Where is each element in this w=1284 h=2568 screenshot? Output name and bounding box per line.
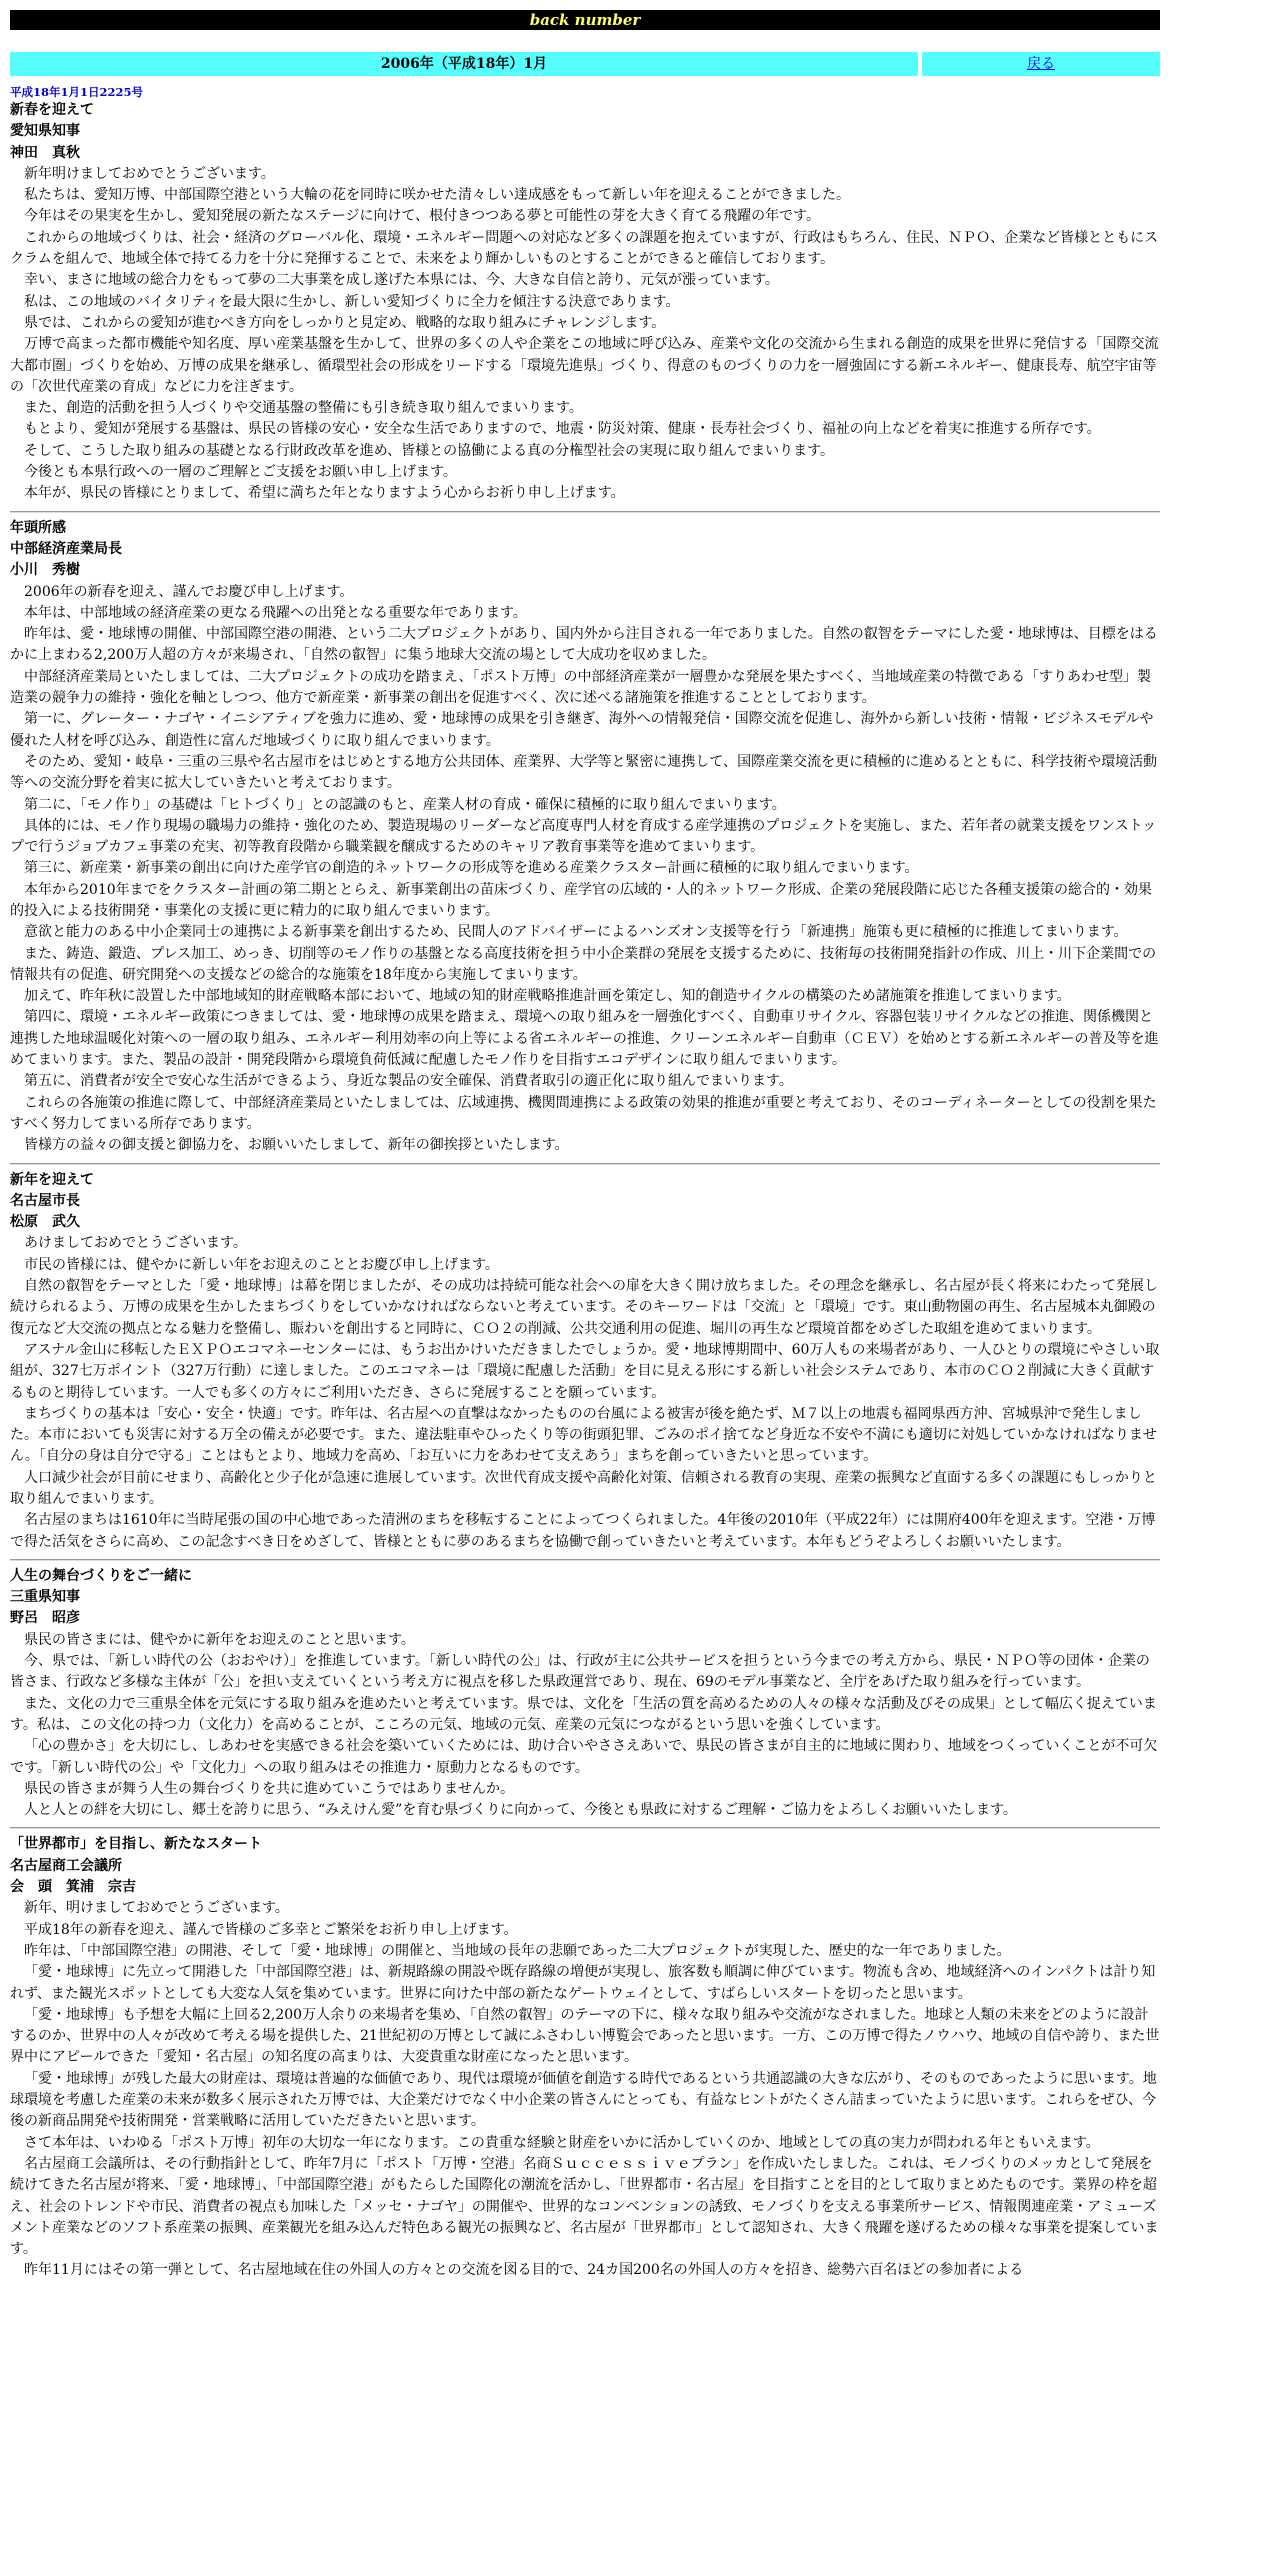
article-paragraph: さて本年は、いわゆる「ポスト万博」初年の大切な一年になります。この貴重な経験と財産をいかに活かしていくのか、地域としての真の実力が問われる年ともいえます。: [24, 2134, 1100, 2151]
article-paragraph: 第二に、「モノ作り」の基礎は「ヒトづくり」との認識のもと、産業人材の育成・確保に積極的に取り組んでまいります。: [24, 796, 786, 813]
article-paragraph: 第四に、環境・エネルギー政策につきましては、愛・地球博の成果を踏まえ、環境への取り組みを一層強化すべく、自動車リサイクル、容器包装リサイクルなどの推進、関係機関と連携した地球温暖化対策への一層の取り組み、エネルギー利用効率の向上等による省エネルギーの推進、クリーンエネルギー自動車（ＣＥＶ）を始めとする新エネルギーの普及等を進めてまいります。また、製品の設計・開発段階から環境負荷低減に配慮したモノ作りを目指すエコデザインに取り組んでまいります。: [10, 1009, 1159, 1069]
article-paragraph: 自然の叡智をテーマとした「愛・地球博」は幕を閉じましたが、その成功は持続可能な社会への扉を大きく開け放ちました。その理念を継承し、名古屋が長く将来にわたって発展し続けられるよう、万博の成果を生かしたまちづくりをしていかなければならないと考えています。そのキーワードは「交流」と「環境」です。東山動物園の再生、名古屋城本丸御殿の復元など大交流の拠点となる魅力を整備し、賑わいを創出すると同時に、ＣＯ２の削減、公共交通利用の促進、堀川の再生など環境首都をめざした取組を進めてまいります。: [10, 1278, 1158, 1337]
article-paragraph: 県では、これからの愛知が進むべき方向をしっかりと見定め、戦略的な取り組みにチャレンジします。: [24, 314, 666, 331]
article-paragraph: これらの各施策の推進に際して、中部経済産業局といたしましては、広域連携、機関間連携による政策の効果的推進が重要と考えており、そのコーディネーターとしての役割を果たすべく努力してまいる所存であります。: [10, 1094, 1157, 1132]
article-paragraph: もとより、愛知が発展する基盤は、県民の皆様の安心・安全な生活でありますので、地震・防災対策、健康・長寿社会づくり、福祉の向上などを着実に推進する所存です。: [24, 421, 1101, 438]
article-paragraph: 本年から2010年までをクラスター計画の第二期ととらえ、新事業創出の苗床づくり、産学官の広域的・人的ネットワーク形成、企業の発展段階に応じた各種支援策の総合的・効果的投入による技術開発・事業化の支援に更に精力的に取り組んでまいります。: [10, 881, 1153, 919]
issue-header: [10, 52, 1160, 76]
article-title: 「世界都市」を目指し、新たなスタート: [10, 1836, 262, 1853]
article-paragraph: 皆様方の益々の御支援と御協力を、お願いいたしまして、新年の御挨拶といたします。: [24, 1137, 569, 1154]
article-name: 松原 武久: [10, 1214, 80, 1231]
article-list: [10, 100, 1160, 2282]
issue-date-label: 平成18年1月1日2225号: [10, 85, 144, 99]
article-paragraph: 今年はその果実を生かし、愛知発展の新たなステージに向けて、根付きつつある夢と可能性の芽を大きく育てる飛躍の年です。: [24, 208, 821, 225]
article-paragraph: 平成18年の新春を迎え、謹んで皆様のご多幸とご繁栄をお祈り申し上げます。: [24, 1921, 518, 1938]
article: [10, 1566, 1160, 1822]
article-title: 人生の舞台づくりをご一緒に: [10, 1567, 192, 1584]
article-paragraph: 「愛・地球博」が残した最大の財産は、環境は普遍的な価値であり、現代は環境が価値を創造する時代であるという共通認識の大きな広がり、そのものであったように思います。地球環境を考慮した産業の未来が数多く展示された万博では、大企業だけでなく中小企業の皆さんにとっても、有益なヒントがたくさん詰まっていたように思います。これらをぜひ、今後の新商品開発や技術開発・営業戦略に活用していただきたいと思います。: [10, 2070, 1157, 2130]
back-number-link[interactable]: back number: [529, 11, 641, 29]
article-paragraph: 昨年は、愛・地球博の開催、中部国際空港の開港、という二大プロジェクトがあり、国内外から注目される一年でありました。自然の叡智をテーマにした愛・地球博は、目標をはるかに上まわる2,200万人超の方々が来場され、「自然の叡智」に集う地球大交流の場として大成功を収めました。: [10, 626, 1158, 664]
article-separator: [10, 1559, 1160, 1561]
article-paragraph: 「心の豊かさ」を大切にし、しあわせを実感できる社会を築いていくためには、助け合いやささえあいで、県民の皆さまが自主的に地域に関わり、地域をつくっていくことが不可欠です。「新しい時代の公」や「文化力」への取り組みはその推進力・原動力となるものです。: [10, 1738, 1158, 1776]
article-paragraph: アスナル金山に移転したＥＸＰＯエコマネーセンターには、もうお出かけいただきましたでしょうか。愛・地球博期間中、60万人もの来場者があり、一人ひとりの環境にやさしい取組が、327七万ポイント（327万行動）に達しました。このエコマネーは「環境に配慮した活動」を目に見える形にする新しい社会システムであり、本市のＣＯ２削減に大きく貢献するものと期待しています。一人でも多くの方々にご利用いただき、さらに発展することを願っています。: [10, 1341, 1160, 1401]
article: [10, 100, 1160, 505]
article-name: 会 頭 箕浦 宗吉: [10, 1879, 136, 1896]
article-paragraph: 加えて、昨年秋に設置した中部地域知的財産戦略本部において、地域の知的財産戦略推進計画を策定し、知的創造サイクルの構築のため諸施策を推進してまいります。: [24, 988, 1071, 1005]
article-paragraph: 第一に、グレーター・ナゴヤ・イニシアティブを強力に進め、愛・地球博の成果を引き継ぎ、海外への情報発信・国際交流を促進し、海外から新しい技術・情報・ビジネスモデルや優れた人材を呼び込み、創造性に富んだ地域づくりに取り組んでまいります。: [10, 711, 1154, 749]
article-name: 神田 真秋: [10, 144, 80, 161]
article-paragraph: これからの地域づくりは、社会・経済のグローバル化、環境・エネルギー問題への対応など多くの課題を抱えていますが、行政はもちろん、住民、ＮＰＯ、企業など皆様とともにスクラムを組んで、地域全体で持てる力を十分に発揮することで、未来をより輝かしいものとすることができると確信しております。: [10, 229, 1159, 268]
article-paragraph: 私たちは、愛知万博、中部国際空港という大輪の花を同時に咲かせた清々しい達成感をもって新しい年を迎えることができました。: [24, 187, 850, 204]
article-paragraph: また、鋳造、鍛造、プレス加工、めっき、切削等のモノ作りの基盤となる高度技術を担う中小企業群の発展を支援するために、技術毎の技術開発指針の作成、川上・川下企業間での情報共有の促進、研究開発への支援などの総合的な施策を18年度から実施してまいります。: [10, 945, 1157, 983]
article-org: 名古屋商工会議所: [10, 1857, 122, 1874]
article-paragraph: 今、県では、「新しい時代の公（おおやけ）」を推進しています。「新しい時代の公」は、行政が主に公共サービスを担うという今までの考え方から、県民・ＮＰＯ等の団体・企業の皆さま、行政など多様な主体が「公」を担い支えていくという考え方に視点を移した県政運営であり、現在、69のモデル事業など、全庁をあげた取り組みを行っています。: [10, 1653, 1150, 1691]
article-paragraph: 人口減少社会が目前にせまり、高齢化と少子化が急速に進展しています。次世代育成支援や高齢化対策、信頼される教育の実現、産業の振興など直面する多くの課題にもしっかりと取り組んでまいります。: [10, 1469, 1157, 1507]
article-paragraph: 私は、この地域のバイタリティを最大限に生かし、新しい愛知づくりに全力を傾注する決意であります。: [24, 293, 680, 310]
article-title: 新年を迎えて: [10, 1171, 94, 1188]
article-paragraph: 万博で高まった都市機能や知名度、厚い産業基盤を生かして、世界の多くの人や企業をこの地域に呼び込み、産業や文化の交流から生まれる創造的成果を世界に発信する「国際交流大都市圏」づくりを始め、万博の成果を継承し、循環型社会の形成をリードする「環境先進県」づくり、得意のものづくりの力を一層強固にする新エネルギー、健康長寿、航空宇宙等の「次世代産業の育成」などに力を注ぎます。: [10, 336, 1159, 395]
article-name: 野呂 昭彦: [10, 1610, 80, 1627]
article-org: 愛知県知事: [10, 123, 80, 140]
article-paragraph: 名古屋商工会議所は、その行動指針として、昨年7月に「ポスト「万博・空港」名商Ｓｕｃｃｅｓｓｉｖｅプラン」を作成いたしました。これは、モノづくりのメッカとして発展を続けてきた名古屋が将来、「愛・地球博」、「中部国際空港」がもたらした国際化の潮流を活かし、「世界都市・名古屋」を目指すことを目的として取りまとめたものです。業界の枠を超え、社会のトレンドや市民、消費者の視点も加味した「メッセ・ナゴヤ」の開催や、世界的なコンベンションの誘致、モノづくりを支える事業所サービス、情報関連産業・アミューズメント産業などのソフト系産業の振興、産業観光を組み込んだ特色ある観光の振興など、名古屋が「世界都市」として認知され、大きく飛躍を遂げるための様々な事業を提案しています。: [10, 2155, 1159, 2258]
article-paragraph: また、文化の力で三重県全体を元気にする取り組みを進めたいと考えています。県では、文化を「生活の質を高めるための人々の様々な活動及びその成果」として幅広く捉えています。私は、この文化の持つ力（文化力）を高めることが、こころの元気、地域の元気、産業の元気につながるという思いを強くしています。: [10, 1695, 1157, 1733]
article-paragraph: 本年は、中部地域の経済産業の更なる飛躍への出発となる重要な年であります。: [24, 604, 527, 621]
article-paragraph: 第五に、消費者が安全で安心な生活ができるよう、身近な製品の安全確保、消費者取引の適正化に取り組んでまいります。: [24, 1073, 793, 1090]
article-paragraph: まちづくりの基本は「安心・安全・快適」です。昨年は、名古屋への直撃はなかったものの台風による被害が後を絶たず、Ｍ７以上の地震も福岡県西方沖、宮城県沖で発生しました。本市においても災害に対する万全の備えが必要です。また、違法駐車やひったくり等の街頭犯罪、ごみのポイ捨てなど身近な不安や不満にも適切に対処していかなければなりません。「自分の身は自分で守る」ことはもとより、地域力を高め、「お互いに力をあわせて支えあう」まちを創っていきたいと思っています。: [10, 1405, 1157, 1465]
article-paragraph: 名古屋のまちは1610年に当時尾張の国の中心地であった清洲のまちを移転することによってつくられました。4年後の2010年（平成22年）には開府400年を迎えます。空港・万博で得た活気をさらに高め、この記念すべき日をめざして、皆様とともに夢のあるまちを協働で創っていきたいと考えています。本年もどうぞよろしくお願いいたします。: [10, 1512, 1156, 1550]
article-paragraph: 新年、明けましておめでとうございます。: [24, 1900, 289, 1917]
article-paragraph: 幸い、まさに地域の総合力をもって夢の二大事業を成し遂げた本県には、今、大きな自信と誇り、元気が漲っています。: [24, 272, 779, 289]
article-paragraph: 人と人との絆を大切にし、郷土を誇りに思う、“みえけん愛”を育む県づくりに向かって、今後とも県政に対するご理解・ご協力をよろしくお願いいたします。: [24, 1802, 1017, 1819]
top-bar: [10, 10, 1160, 30]
article-paragraph: 市民の皆様には、健やかに新しい年をお迎えのこととお慶び申し上げます。: [24, 1256, 499, 1273]
article-paragraph: 第三に、新産業・新事業の創出に向けた産学官の創造的ネットワークの形成等を進める産業クラスター計画に積極的に取り組んでまいります。: [24, 860, 919, 877]
article: [10, 1170, 1160, 1553]
back-link[interactable]: 戻る: [1027, 56, 1055, 72]
article-separator: [10, 1163, 1160, 1165]
page: [10, 10, 1160, 2282]
article-paragraph: 中部経済産業局といたしましては、二大プロジェクトの成功を踏まえ、「ポスト万博」の中部経済産業が一層豊かな発展を果たすべく、当地域産業の特徴である「すりあわせ型」製造業の競争力の維持・強化を軸としつつ、他方で新産業・新事業の創出を促進すべく、次に述べる諸施策を推進することとしております。: [10, 668, 1151, 707]
article-paragraph: 本年が、県民の皆様にとりまして、希望に満ちた年となりますよう心からお祈り申し上げます。: [24, 485, 625, 502]
article-paragraph: 意欲と能力のある中小企業同士の連携による新事業を創出するため、民間人のアドバイザーによるハンズオン支援等を行う「新連携」施策も更に積極的に推進してまいります。: [24, 924, 1128, 941]
article-org: 中部経済産業局長: [10, 540, 122, 557]
article-org: 三重県知事: [10, 1589, 80, 1606]
article-paragraph: また、創造的活動を担う人づくりや交通基盤の整備にも引き続き取り組んでまいります。: [24, 400, 583, 417]
article-paragraph: 県民の皆さまが舞う人生の舞台づくりを共に進めていこうではありませんか。: [24, 1780, 514, 1797]
article-title: 年頭所感: [10, 519, 66, 536]
article-org: 名古屋市長: [10, 1192, 80, 1209]
article-paragraph: あけましておめでとうございます。: [24, 1235, 247, 1252]
article-paragraph: 県民の皆さまには、健やかに新年をお迎えのことと思います。: [24, 1631, 415, 1648]
article-separator: [10, 511, 1160, 513]
article-paragraph: そのため、愛知・岐阜・三重の三県や名古屋市をはじめとする地方公共団体、産業界、大学等と緊密に連携して、国際産業交流を更に積極的に進めるとともに、科学技術や環境活動等への交流分野を着実に拡大していきたいと考えております。: [10, 753, 1158, 792]
article-paragraph: 「愛・地球博」に先立って開港した「中部国際空港」は、新規路線の開設や既存路線の増便が実現し、旅客数も順調に伸びています。物流も含め、地域経済へのインパクトは計り知れず、また観光スポットとしても大変な人気を集めています。世界に向けた中部の新たなゲートウェイとして、すばらしいスタートを切ったと思います。: [10, 1964, 1156, 2002]
article-paragraph: 「愛・地球博」も予想を大幅に上回る2,200万人余りの来場者を集め、「自然の叡智」のテーマの下に、様々な取り組みや交流がなされました。地球と人類の未来をどのように設計するのか、世界中の人々が改めて考える場を提供した、21世紀初の万博として誠にふさわしい博覧会であったと思います。一方、この万博で得たノウハウ、地域の自信や誇り、また世界中にアピールできた「愛知・名古屋」の知名度の高まりは、大変貴重な財産になったと思います。: [10, 2006, 1160, 2066]
article-paragraph: 今後とも本県行政への一層のご理解とご支援をお願い申し上げます。: [24, 464, 457, 481]
article-paragraph: 昨年は、「中部国際空港」の開港、そして「愛・地球博」の開催と、当地域の長年の悲願であった二大プロジェクトが実現した、歴史的な一年でありました。: [24, 1942, 1011, 1959]
issue-title: 2006年（平成18年）1月: [10, 52, 918, 76]
article-name: 小川 秀樹: [10, 562, 80, 579]
article-paragraph: 2006年の新春を迎え、謹んでお慶び申し上げます。: [24, 583, 354, 600]
article-paragraph: そして、こうした取り組みの基礎となる行財政改革を進め、皆様との協働による真の分権型社会の実現に取り組んでまいります。: [24, 442, 835, 459]
article-separator: [10, 1827, 1160, 1829]
article-paragraph: 具体的には、モノ作り現場の職場力の維持・強化のため、製造現場のリーダーなど高度専門人材を育成する産学連携のプロジェクトを実施し、また、若年者の就業支援をワンストップで行うジョブカフェ事業の充実、初等教育段階から職業観を醸成するためのキャリア教育事業等を進めてまいります。: [10, 817, 1157, 856]
article-paragraph: 新年明けましておめでとうございます。: [24, 165, 275, 182]
article: [10, 1834, 1160, 2281]
article-paragraph: 昨年11月にはその第一弾として、名古屋地域在住の外国人の方々との交流を図る目的で、24カ国200名の外国人の方々を招き、総勢六百名ほどの参加者による: [24, 2262, 1024, 2279]
article-title: 新春を迎えて: [10, 102, 94, 118]
article: [10, 518, 1160, 1157]
